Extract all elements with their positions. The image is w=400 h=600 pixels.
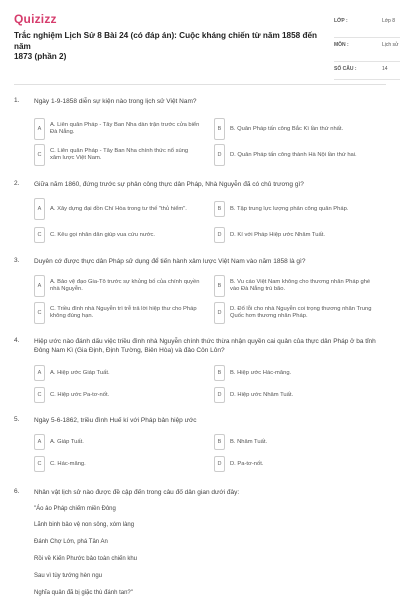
- meta-row-lop: [334, 14, 400, 38]
- option-letter: C: [34, 144, 45, 166]
- poem-line: Lãnh binh bảo vệ non sông, xóm làng: [34, 522, 135, 528]
- option-text: B. Vu cáo Việt Nam không cho thương nhân Pháp ghé vào Đà Nẵng trú bão.: [230, 279, 371, 292]
- option-text: B. Hiệp ước Hác-măng.: [230, 369, 292, 376]
- lop-value: Lớp 8: [382, 18, 396, 24]
- question-text: Ngày 1-9-1858 diễn sự kiện nào trong lịch sử Việt Nam?: [34, 98, 197, 105]
- option-text: C. Hiệp ước Pa-tơ-nốt.: [50, 391, 110, 398]
- meta-row-mon: [334, 38, 400, 62]
- option-text: B. Nhâm Tuất.: [230, 438, 268, 445]
- poem-line: Rồi về Kiến Phước bảo toàn chiến khu: [34, 556, 138, 562]
- option-letter: C: [34, 456, 45, 472]
- option-letter: D: [214, 302, 225, 324]
- option-text: A. Giáp Tuất.: [50, 438, 84, 445]
- title-line-2: 1873 (phần 2): [14, 52, 67, 61]
- option-text: A. Hiệp ước Giáp Tuất.: [50, 369, 110, 376]
- option-text: C. Liên quân Pháp - Tây Ban Nha chính thức nổ súng xâm lược Việt Nam.: [50, 148, 189, 161]
- option-letter: C: [34, 387, 45, 403]
- option-text: D. Quân Pháp tấn công thành Hà Nội lần thứ hai.: [230, 151, 357, 158]
- option-text: A. Bảo vệ đạo Gia-Tô trước sự khủng bố của chính quyền nhà Nguyễn.: [50, 279, 200, 292]
- question-number: 6.: [14, 488, 20, 495]
- worksheet-meta: [334, 14, 400, 80]
- option-letter: D: [214, 456, 225, 472]
- option-text: D. Hiệp ước Nhâm Tuất.: [230, 391, 294, 398]
- option-letter: C: [34, 227, 45, 243]
- option-letter: B: [214, 275, 225, 297]
- mon-label: MÔN :: [334, 42, 349, 48]
- option-letter: B: [214, 118, 225, 140]
- option-text: D. Đổ lỗi cho nhà Nguyễn coi trọng thương nhân Trung Quốc hơn thương nhân Pháp.: [230, 306, 372, 319]
- option-letter: D: [214, 387, 225, 403]
- option-letter: B: [214, 201, 225, 217]
- option-text: A. Liên quân Pháp - Tây Ban Nha dàn trận trước cửa biển Đà Nẵng.: [50, 122, 200, 135]
- option-letter: A: [34, 198, 45, 220]
- poem-line: Nghĩa quân đã bị giặc thù đánh tan?": [34, 590, 133, 596]
- poem-line: "Áo ảo Pháp chiếm miền Đông: [34, 506, 116, 512]
- poem-line: Đánh Chợ Lớn, phá Tân An: [34, 539, 108, 545]
- question-text: Duyên cớ được thực dân Pháp sử dụng để tiến hành xâm lược Việt Nam vào năm 1858 là gì?: [34, 258, 306, 265]
- meta-row-socau: [334, 62, 400, 80]
- option-text: C. Hác-măng.: [50, 460, 86, 467]
- question-number: 3.: [14, 257, 20, 264]
- question-number: 4.: [14, 337, 20, 344]
- option-text: C. Kêu gọi nhân dân giúp vua cứu nước.: [50, 231, 156, 238]
- option-letter: B: [214, 365, 225, 381]
- option-letter: B: [214, 434, 225, 450]
- question-number: 5.: [14, 416, 20, 423]
- poem-line: Sau vì tùy tướng hèn ngu: [34, 573, 102, 579]
- option-text: A. Xây dựng đại đồn Chí Hòa trong tư thế "thủ hiểm".: [50, 205, 187, 212]
- lop-label: LỚP :: [334, 18, 348, 24]
- socau-value: 14: [382, 66, 388, 72]
- mon-value: Lịch sử: [382, 42, 399, 48]
- question-text: Nhân vật lịch sử nào được đề cập đến trong câu đố dân gian dưới đây:: [34, 489, 240, 496]
- option-letter: A: [34, 118, 45, 140]
- option-text: B. Tập trung lực lượng phản công quân Pháp.: [230, 205, 349, 212]
- option-letter: D: [214, 227, 225, 243]
- question-number: 1.: [14, 97, 20, 104]
- socau-label: SỐ CÂU :: [334, 66, 357, 72]
- option-text: D. Kí với Pháp Hiệp ước Nhâm Tuất.: [230, 231, 325, 238]
- option-letter: A: [34, 275, 45, 297]
- option-text: C. Triều đình nhà Nguyễn trì trễ trả lời hiệp thư cho Pháp không đúng hạn.: [50, 306, 197, 319]
- option-text: B. Quân Pháp tấn công Bắc Kì lần thứ nhất.: [230, 125, 344, 132]
- question-text: Giữa năm 1860, đứng trước sự phản công thực dân Pháp, Nhà Nguyễn đã có chủ trương gì?: [34, 181, 304, 188]
- question-text: Hiệp ước nào đánh dấu việc triều đình nhà Nguyễn chính thức thừa nhận quyền cai quản của thực dân Pháp ở ba tỉnh Đông Nam Kì (Gia Định, Định Tường, Biên Hòa) và đảo Côn Lôn?: [34, 338, 376, 354]
- quizizz-logo: Quizizz: [14, 12, 57, 26]
- question-text: Ngày 5-6-1862, triều đình Huế kí với Pháp bản hiệp ước: [34, 417, 197, 424]
- option-letter: A: [34, 365, 45, 381]
- header-divider: [14, 84, 386, 85]
- option-letter: C: [34, 302, 45, 324]
- option-letter: A: [34, 434, 45, 450]
- question-number: 2.: [14, 180, 20, 187]
- worksheet-title: [14, 31, 324, 63]
- title-line-1: Trắc nghiệm Lịch Sử 8 Bài 24 (có đáp án): Cuộc kháng chiến từ năm 1858 đến năm: [14, 31, 318, 51]
- option-text: D. Pa-tơ-nốt.: [230, 460, 264, 467]
- worksheet-header: [14, 10, 399, 80]
- option-letter: D: [214, 144, 225, 166]
